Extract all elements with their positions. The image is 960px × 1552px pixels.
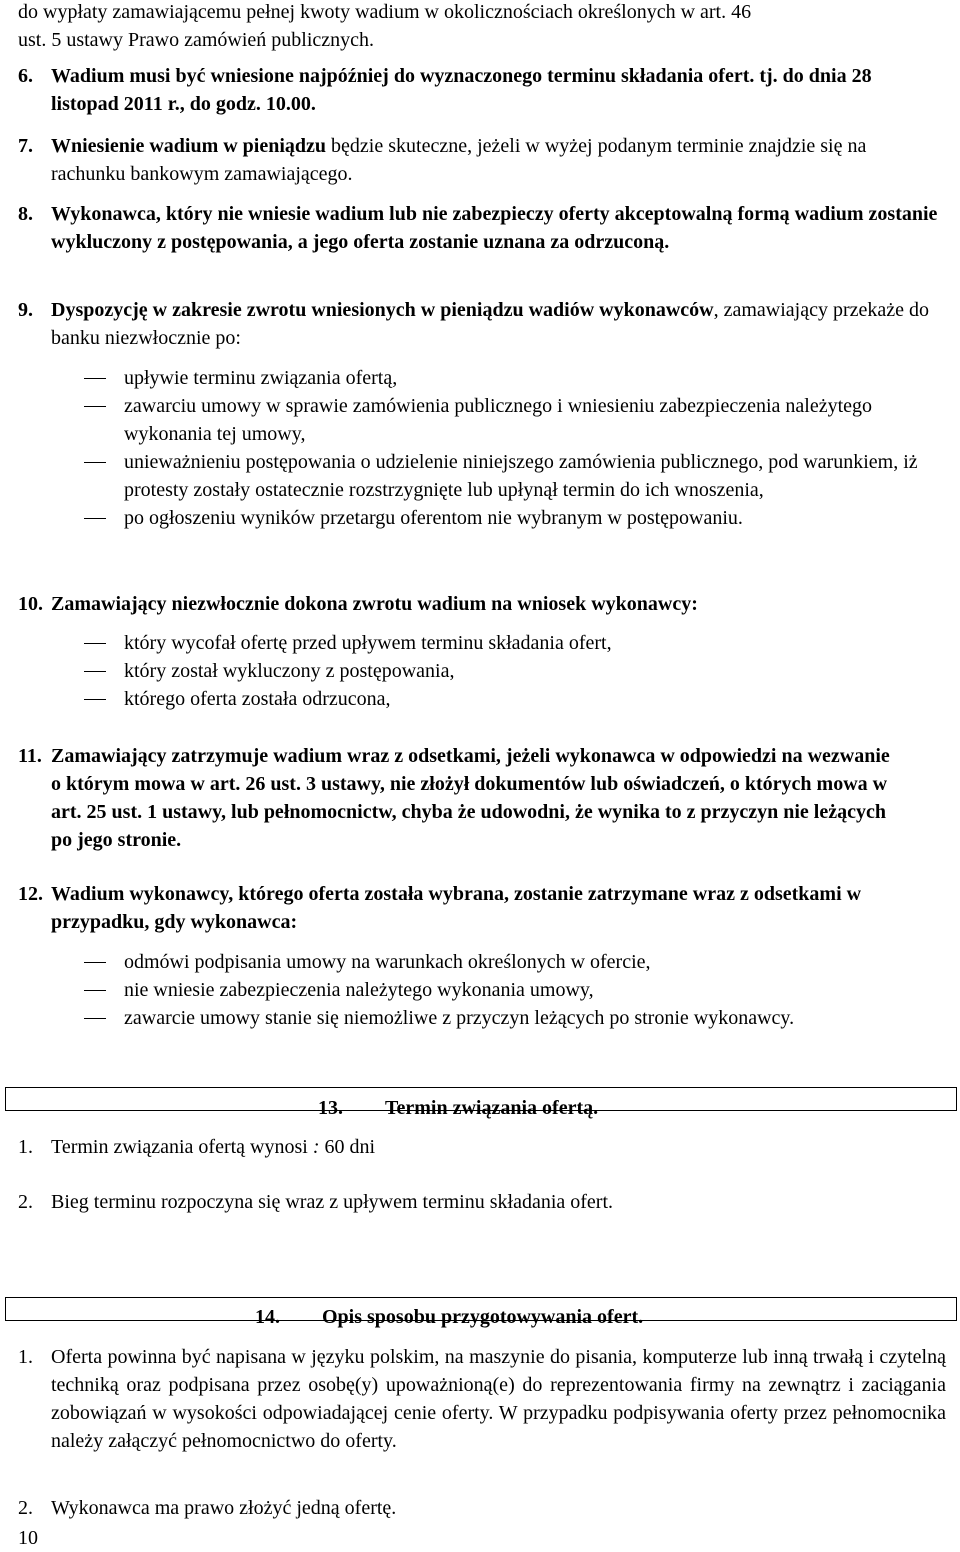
item-9-list bbox=[84, 364, 924, 532]
section-14-heading: Opis sposobu przygotowywania ofert. bbox=[322, 1306, 644, 1328]
item-10 bbox=[18, 590, 938, 618]
section-14-title bbox=[255, 1303, 643, 1331]
item-7-number: 7. bbox=[18, 135, 33, 157]
item-9-text: , zamawiający przekaże do banku niezwłocznie po: bbox=[51, 299, 930, 349]
section-13-point-1-value: 60 dni bbox=[319, 1136, 376, 1158]
list-item: odmówi podpisania umowy na warunkach określonych w ofercie, bbox=[84, 948, 940, 976]
item-12 bbox=[18, 880, 878, 936]
item-10-number: 10. bbox=[18, 593, 43, 615]
item-7-bold-text: Wniesienie wadium w pieniądzu bbox=[51, 135, 327, 157]
item-6 bbox=[18, 62, 918, 118]
section-13-point-2-text: Bieg terminu rozpoczyna się wraz z upływem terminu składania ofert. bbox=[51, 1191, 614, 1213]
list-item: który wycofał ofertę przed upływem terminu składania ofert, bbox=[84, 629, 940, 657]
list-item: upływie terminu związania ofertą, bbox=[84, 364, 924, 392]
section-14-point-1-number: 1. bbox=[18, 1346, 33, 1368]
section-13-point-2 bbox=[18, 1188, 938, 1216]
list-item: który został wykluczony z postępowania, bbox=[84, 657, 940, 685]
section-14-number: 14. bbox=[255, 1306, 280, 1328]
section-13-point-2-number: 2. bbox=[18, 1191, 33, 1213]
item-8 bbox=[18, 200, 938, 256]
section-14-point-1 bbox=[18, 1343, 946, 1455]
continuation-paragraph bbox=[18, 0, 938, 54]
item-9-bold-text: Dyspozycję w zakresie zwrotu wniesionych w pieniądzu wadiów wykonawców bbox=[51, 299, 714, 321]
list-item: zawarcie umowy stanie się niemożliwe z przyczyn leżących po stronie wykonawcy. bbox=[84, 1004, 940, 1032]
section-14-point-2-text: Wykonawca ma prawo złożyć jedną ofertę. bbox=[51, 1497, 397, 1519]
item-7-text: będzie skuteczne, jeżeli w wyżej podanym terminie znajdzie się na rachunku bankowym zamawiającego. bbox=[51, 135, 867, 185]
item-6-text: Wadium musi być wniesione najpóźniej do wyznaczonego terminu składania ofert. tj. do dnia 28 listopad 2011 r., do godz. 10.00. bbox=[51, 65, 872, 115]
section-13-heading: Termin związania ofertą. bbox=[385, 1097, 599, 1119]
section-14-point-1-text: Oferta powinna być napisana w języku polskim, na maszynie do pisania, komputerze lub inną trwałą i czytelną techniką oraz podpisana przez osobę(y) upoważnioną(e) do reprezentowania firmy na zewnątrz i zaciągania zobowiązań w wysokości odpowiadającej cenie oferty. W przypadku podpisywania oferty przez pełnomocnika należy załączyć pełnomocnictwo do oferty. bbox=[51, 1346, 946, 1452]
section-13-point-1-number: 1. bbox=[18, 1136, 33, 1158]
continuation-line-1: do wypłaty zamawiającemu pełnej kwoty wadium w okolicznościach określonych w art. 46 bbox=[18, 1, 752, 23]
list-item: nie wniesie zabezpieczenia należytego wykonania umowy, bbox=[84, 976, 940, 1004]
section-14-point-2-number: 2. bbox=[18, 1497, 33, 1519]
item-11-text: Zamawiający zatrzymuje wadium wraz z odsetkami, jeżeli wykonawca w odpowiedzi na wezwanie o którym mowa w art. 26 ust. 3 ustawy, nie złożył dokumentów lub oświadczeń, o których mowa w art. 25 ust. 1 ustawy, lub pełnomocnictw, chyba że udowodni, że wynika to z przyczyn nie leżących po jego stronie. bbox=[51, 745, 890, 851]
item-8-number: 8. bbox=[18, 203, 33, 225]
item-10-list bbox=[84, 629, 940, 713]
item-7 bbox=[18, 132, 898, 188]
list-item: zawarciu umowy w sprawie zamówienia publicznego i wniesieniu zabezpieczenia należytego wykonania tej umowy, bbox=[84, 392, 924, 448]
section-13-point-1 bbox=[18, 1133, 938, 1161]
item-11-number: 11. bbox=[18, 745, 42, 767]
item-12-text: Wadium wykonawcy, którego oferta została wybrana, zostanie zatrzymane wraz z odsetkami w przypadku, gdy wykonawca: bbox=[51, 883, 862, 933]
item-8-text: Wykonawca, który nie wniesie wadium lub nie zabezpieczy oferty akceptowalną formą wadium zostanie wykluczony z postępowania, a jego oferta zostanie uznana za odrzuconą. bbox=[51, 203, 938, 253]
continuation-line-2: ust. 5 ustawy Prawo zamówień publicznych. bbox=[18, 29, 375, 51]
section-13-point-1-colon: : bbox=[312, 1136, 320, 1158]
list-item: po ogłoszeniu wyników przetargu oferentom nie wybranym w postępowaniu. bbox=[84, 504, 924, 532]
item-9-number: 9. bbox=[18, 299, 33, 321]
section-14-point-2 bbox=[18, 1494, 938, 1522]
section-13-point-1-text: Termin związania ofertą wynosi bbox=[51, 1136, 308, 1158]
item-10-text: Zamawiający niezwłocznie dokona zwrotu wadium na wniosek wykonawcy: bbox=[51, 593, 698, 615]
item-12-number: 12. bbox=[18, 883, 43, 905]
list-item: którego oferta została odrzucona, bbox=[84, 685, 940, 713]
list-item: unieważnieniu postępowania o udzielenie niniejszego zamówienia publicznego, pod warunkiem, iż protesty zostały ostatecznie rozstrzygnięte lub upłynął termin do ich wnoszenia, bbox=[84, 448, 924, 504]
item-11 bbox=[18, 742, 898, 854]
section-13-title bbox=[318, 1094, 598, 1122]
page-number: 10 bbox=[18, 1527, 38, 1549]
section-13-number: 13. bbox=[318, 1097, 343, 1119]
item-6-number: 6. bbox=[18, 65, 33, 87]
item-12-list bbox=[84, 948, 940, 1032]
item-9 bbox=[18, 296, 938, 352]
